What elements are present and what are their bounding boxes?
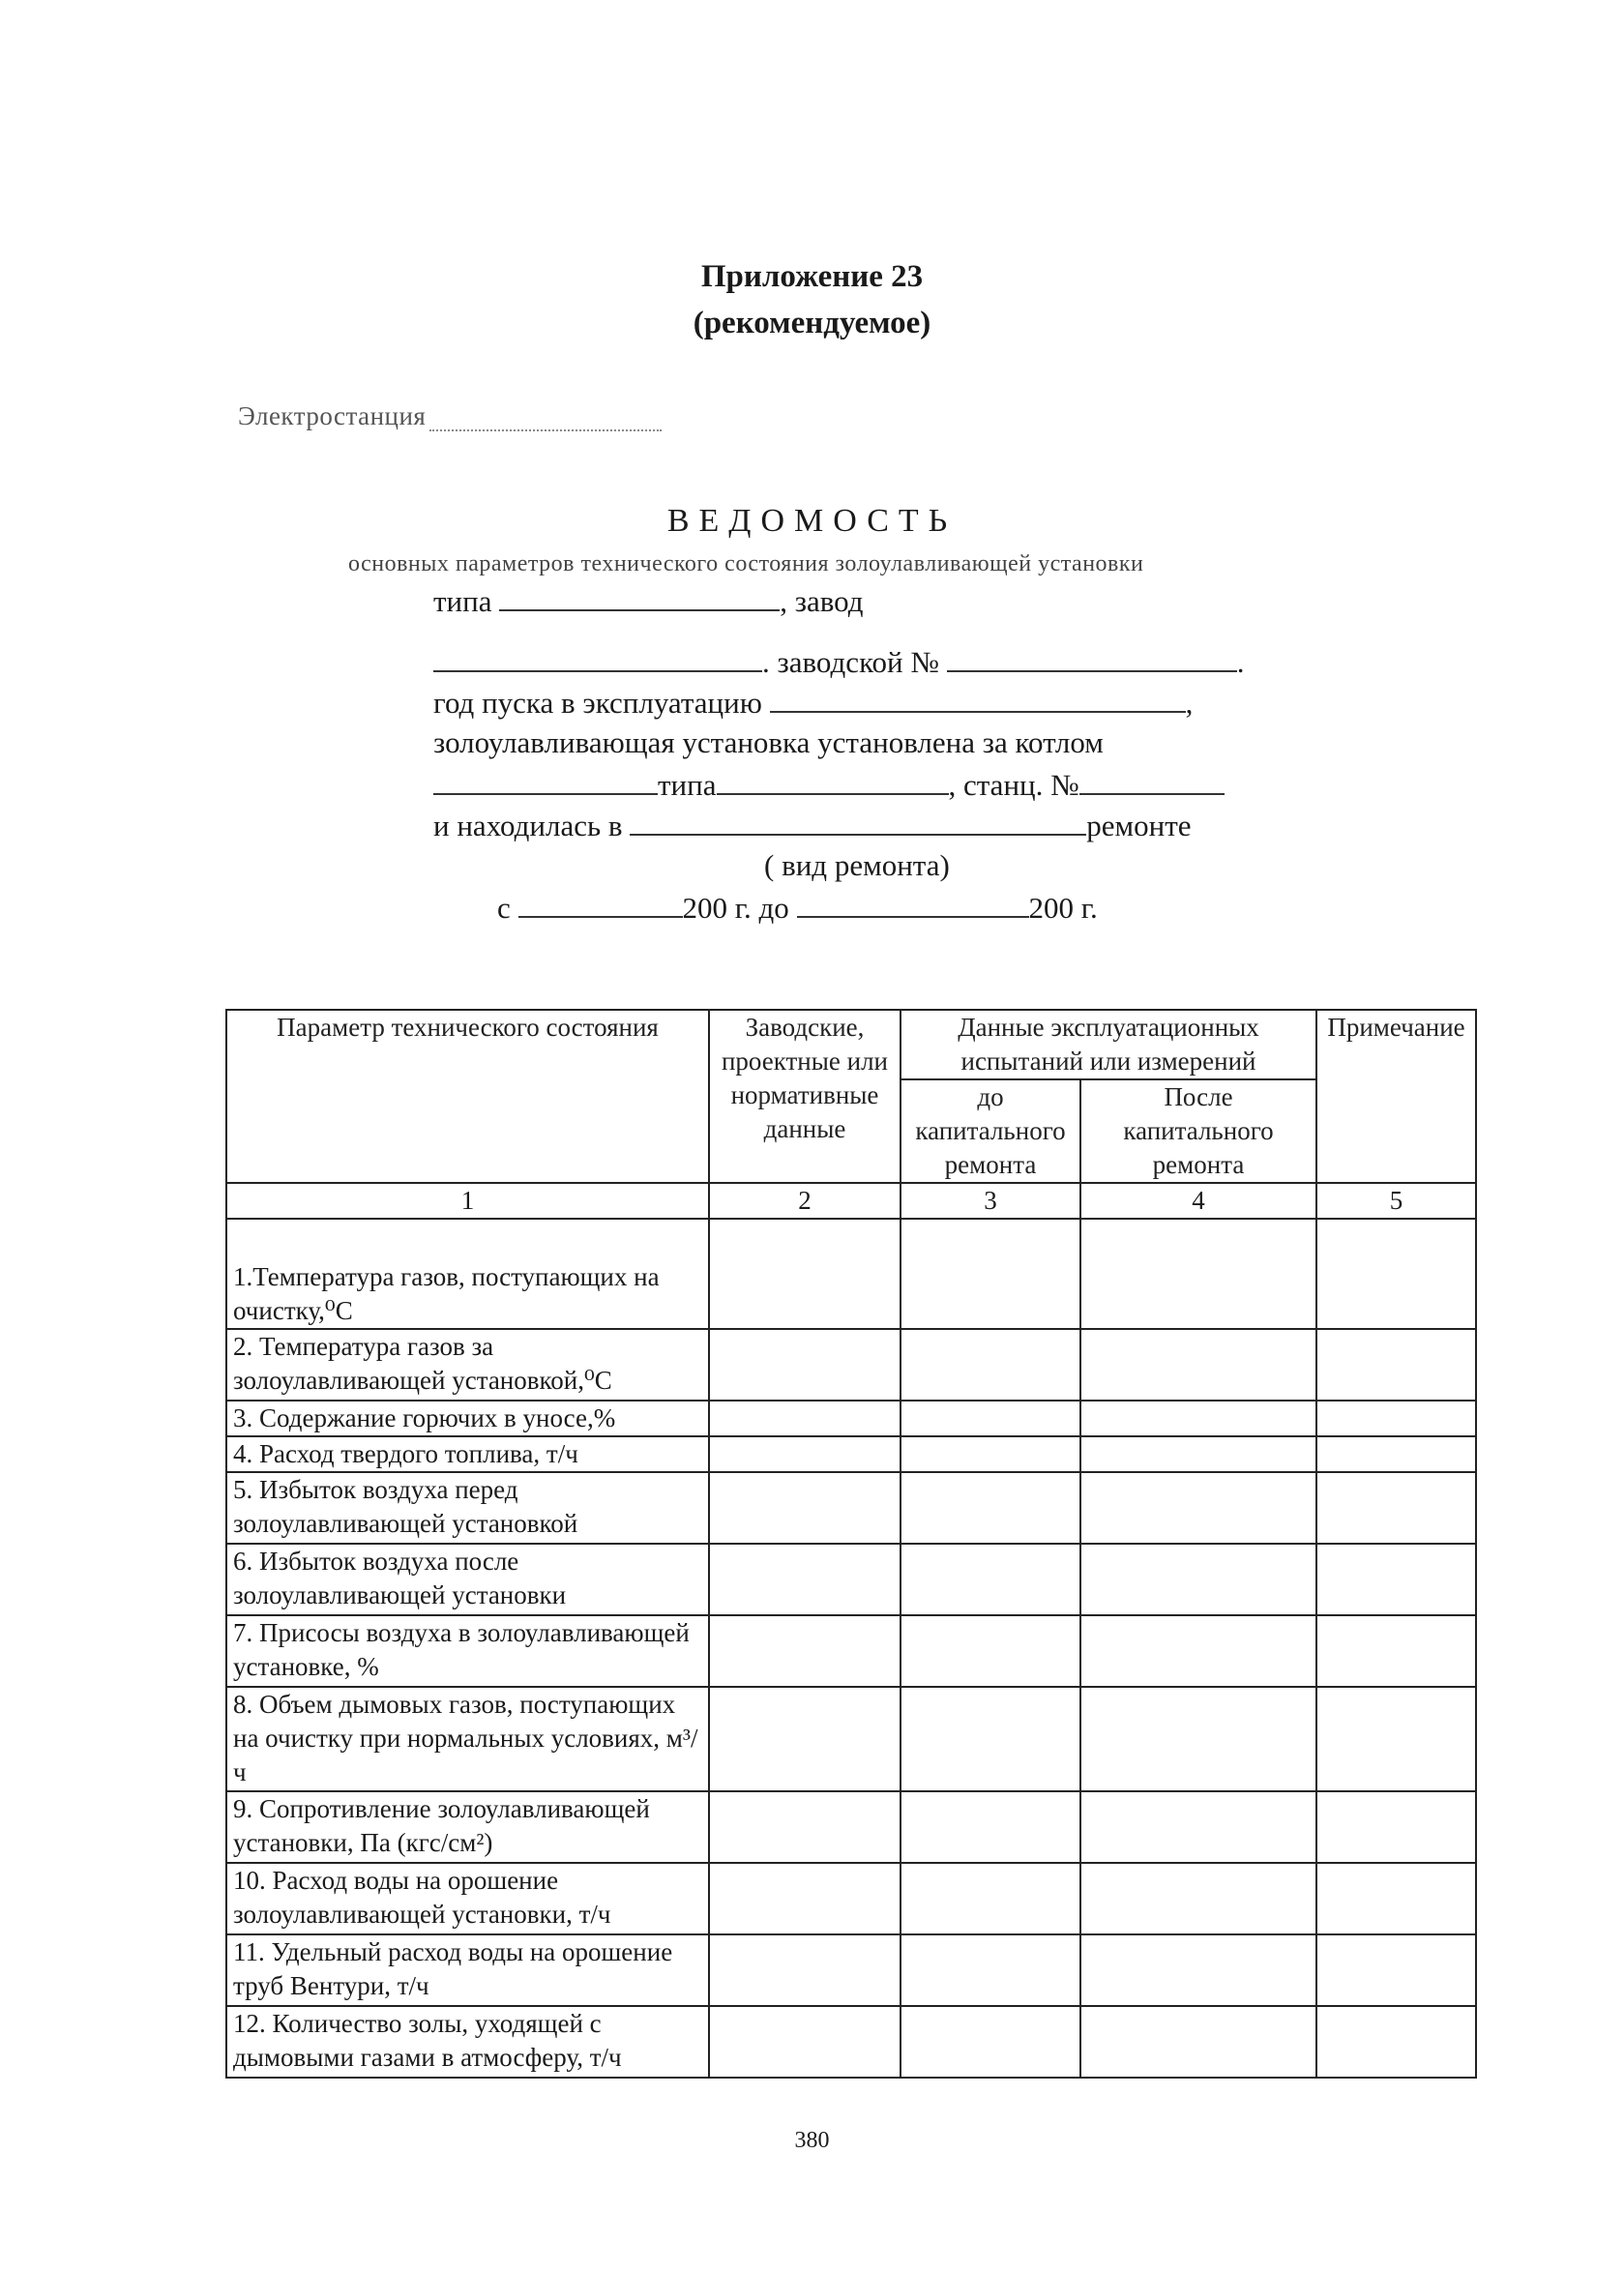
start-year-blank[interactable] bbox=[770, 682, 1186, 713]
cell-factory[interactable] bbox=[709, 1219, 901, 1329]
header-factory: Заводские, проектные или нормативные данные bbox=[709, 1010, 901, 1183]
header-note: Примечание bbox=[1316, 1010, 1476, 1183]
table-row bbox=[226, 2006, 1476, 2078]
cell-before[interactable] bbox=[901, 1401, 1080, 1436]
to-label: 200 г. до bbox=[682, 891, 789, 925]
column-number: 1 bbox=[226, 1183, 709, 1219]
cell-factory[interactable] bbox=[709, 1791, 901, 1863]
form-line-repair bbox=[433, 805, 1192, 845]
cell-factory[interactable] bbox=[709, 1863, 901, 1934]
cell-note[interactable] bbox=[1316, 1472, 1476, 1544]
table-row bbox=[226, 1472, 1476, 1544]
serial-end: . bbox=[1236, 645, 1245, 679]
cell-before[interactable] bbox=[901, 1436, 1080, 1472]
row-label: 1.Температура газов, поступающих на очистку,⁰С bbox=[226, 1219, 709, 1329]
cell-note[interactable] bbox=[1316, 1544, 1476, 1615]
table-row bbox=[226, 1544, 1476, 1615]
table-row bbox=[226, 1219, 1476, 1329]
serial-blank[interactable] bbox=[947, 641, 1237, 672]
header-row-1 bbox=[226, 1010, 1476, 1079]
form-line-type bbox=[433, 580, 864, 621]
station-number-label: , станц. № bbox=[948, 768, 1079, 802]
cell-factory[interactable] bbox=[709, 1934, 901, 2006]
cell-before[interactable] bbox=[901, 1544, 1080, 1615]
to-year-label: 200 г. bbox=[1028, 891, 1098, 925]
station-field bbox=[238, 401, 662, 431]
cell-before[interactable] bbox=[901, 1219, 1080, 1329]
row-label: 3. Содержание горючих в уносе,% bbox=[226, 1401, 709, 1436]
boiler-blank[interactable] bbox=[433, 764, 658, 795]
station-blank[interactable] bbox=[429, 408, 662, 431]
factory-blank[interactable] bbox=[433, 641, 762, 672]
row-label: 5. Избыток воздуха перед золоулавливающей установкой bbox=[226, 1472, 709, 1544]
cell-before[interactable] bbox=[901, 1863, 1080, 1934]
row-label: 4. Расход твердого топлива, т/ч bbox=[226, 1436, 709, 1472]
document-subheading: основных параметров технического состояния золоулавливающей установки bbox=[348, 551, 1144, 576]
start-year-end: , bbox=[1185, 686, 1194, 720]
column-number: 5 bbox=[1316, 1183, 1476, 1219]
cell-after[interactable] bbox=[1080, 1219, 1316, 1329]
boiler-type-label: типа bbox=[658, 768, 717, 802]
table-row bbox=[226, 1401, 1476, 1436]
cell-note[interactable] bbox=[1316, 1791, 1476, 1863]
cell-after[interactable] bbox=[1080, 1472, 1316, 1544]
cell-note[interactable] bbox=[1316, 1219, 1476, 1329]
cell-after[interactable] bbox=[1080, 1544, 1316, 1615]
cell-note[interactable] bbox=[1316, 1329, 1476, 1401]
column-number: 3 bbox=[901, 1183, 1080, 1219]
from-blank[interactable] bbox=[518, 887, 683, 918]
header-operational: Данные эксплуатационных испытаний или измерений bbox=[901, 1010, 1316, 1079]
cell-factory[interactable] bbox=[709, 1615, 901, 1687]
row-label: 10. Расход воды на орошение золоулавливающей установки, т/ч bbox=[226, 1863, 709, 1934]
start-year-label: год пуска в эксплуатацию bbox=[433, 686, 762, 720]
cell-after[interactable] bbox=[1080, 1934, 1316, 2006]
cell-note[interactable] bbox=[1316, 2006, 1476, 2078]
parameters-table bbox=[225, 1009, 1477, 2079]
row-label: 8. Объем дымовых газов, поступающих на очистку при нормальных условиях, м³/ч bbox=[226, 1687, 709, 1791]
header-param: Параметр технического состояния bbox=[226, 1010, 709, 1183]
boiler-type-blank[interactable] bbox=[717, 764, 949, 795]
header-after: После капитального ремонта bbox=[1080, 1079, 1316, 1183]
row-label: 2. Температура газов за золоулавливающей установкой,⁰С bbox=[226, 1329, 709, 1401]
column-number-row bbox=[226, 1183, 1476, 1219]
cell-after[interactable] bbox=[1080, 1687, 1316, 1791]
cell-after[interactable] bbox=[1080, 2006, 1316, 2078]
station-number-blank[interactable] bbox=[1079, 764, 1225, 795]
page-number: 380 bbox=[794, 2128, 830, 2153]
cell-factory[interactable] bbox=[709, 1436, 901, 1472]
cell-note[interactable] bbox=[1316, 1615, 1476, 1687]
cell-factory[interactable] bbox=[709, 1544, 901, 1615]
form-line-start-year bbox=[433, 682, 1193, 723]
table-row bbox=[226, 1329, 1476, 1401]
station-label: Электростанция bbox=[238, 401, 427, 430]
repair-type-caption: ( вид ремонта) bbox=[764, 848, 950, 882]
table-row bbox=[226, 1687, 1476, 1791]
type-blank[interactable] bbox=[499, 580, 780, 611]
table-row bbox=[226, 1436, 1476, 1472]
row-label: 6. Избыток воздуха после золоулавливающей установки bbox=[226, 1544, 709, 1615]
column-number: 4 bbox=[1080, 1183, 1316, 1219]
row-label: 9. Сопротивление золоулавливающей установки, Па (кгс/см²) bbox=[226, 1791, 709, 1863]
cell-before[interactable] bbox=[901, 1791, 1080, 1863]
cell-before[interactable] bbox=[901, 1329, 1080, 1401]
cell-after[interactable] bbox=[1080, 1401, 1316, 1436]
cell-note[interactable] bbox=[1316, 1436, 1476, 1472]
form-line-boiler: золоулавливающая установка установлена за котлом bbox=[433, 725, 1104, 759]
cell-before[interactable] bbox=[901, 1472, 1080, 1544]
document-heading: ВЕДОМОСТЬ bbox=[666, 503, 958, 539]
cell-factory[interactable] bbox=[709, 1401, 901, 1436]
cell-before[interactable] bbox=[901, 1615, 1080, 1687]
cell-note[interactable] bbox=[1316, 1934, 1476, 2006]
cell-note[interactable] bbox=[1316, 1687, 1476, 1791]
cell-factory[interactable] bbox=[709, 1472, 901, 1544]
cell-before[interactable] bbox=[901, 1687, 1080, 1791]
cell-after[interactable] bbox=[1080, 1791, 1316, 1863]
cell-before[interactable] bbox=[901, 2006, 1080, 2078]
row-label: 11. Удельный расход воды на орошение труб Вентури, т/ч bbox=[226, 1934, 709, 2006]
cell-note[interactable] bbox=[1316, 1863, 1476, 1934]
factory-label: , завод bbox=[780, 584, 864, 618]
cell-factory[interactable] bbox=[709, 2006, 901, 2078]
cell-factory[interactable] bbox=[709, 1329, 901, 1401]
appendix-header bbox=[0, 253, 1624, 346]
header-before: до капитального ремонта bbox=[901, 1079, 1080, 1183]
cell-note[interactable] bbox=[1316, 1401, 1476, 1436]
row-label: 12. Количество золы, уходящей с дымовыми газами в атмосферу, т/ч bbox=[226, 2006, 709, 2078]
form-line-boiler-type bbox=[433, 764, 1225, 805]
column-number: 2 bbox=[709, 1183, 901, 1219]
table-row bbox=[226, 1863, 1476, 1934]
table-row bbox=[226, 1615, 1476, 1687]
cell-after[interactable] bbox=[1080, 1863, 1316, 1934]
repair-suffix: ремонте bbox=[1086, 809, 1192, 842]
cell-factory[interactable] bbox=[709, 1687, 901, 1791]
appendix-title: Приложение 23 bbox=[700, 259, 924, 294]
repair-blank[interactable] bbox=[630, 805, 1086, 836]
form-line-dates bbox=[497, 887, 1098, 928]
table-row bbox=[226, 1934, 1476, 2006]
serial-label: . заводской № bbox=[762, 645, 939, 679]
type-label: типа bbox=[433, 584, 492, 618]
row-label: 7. Присосы воздуха в золоулавливающей установке, % bbox=[226, 1615, 709, 1687]
repair-label: и находилась в bbox=[433, 809, 623, 842]
form-line-serial bbox=[433, 641, 1244, 682]
cell-after[interactable] bbox=[1080, 1615, 1316, 1687]
appendix-subtitle: (рекомендуемое) bbox=[693, 306, 931, 340]
to-blank[interactable] bbox=[797, 887, 1029, 918]
cell-before[interactable] bbox=[901, 1934, 1080, 2006]
cell-after[interactable] bbox=[1080, 1436, 1316, 1472]
table-row bbox=[226, 1791, 1476, 1863]
from-label: с bbox=[497, 891, 511, 925]
cell-after[interactable] bbox=[1080, 1329, 1316, 1401]
